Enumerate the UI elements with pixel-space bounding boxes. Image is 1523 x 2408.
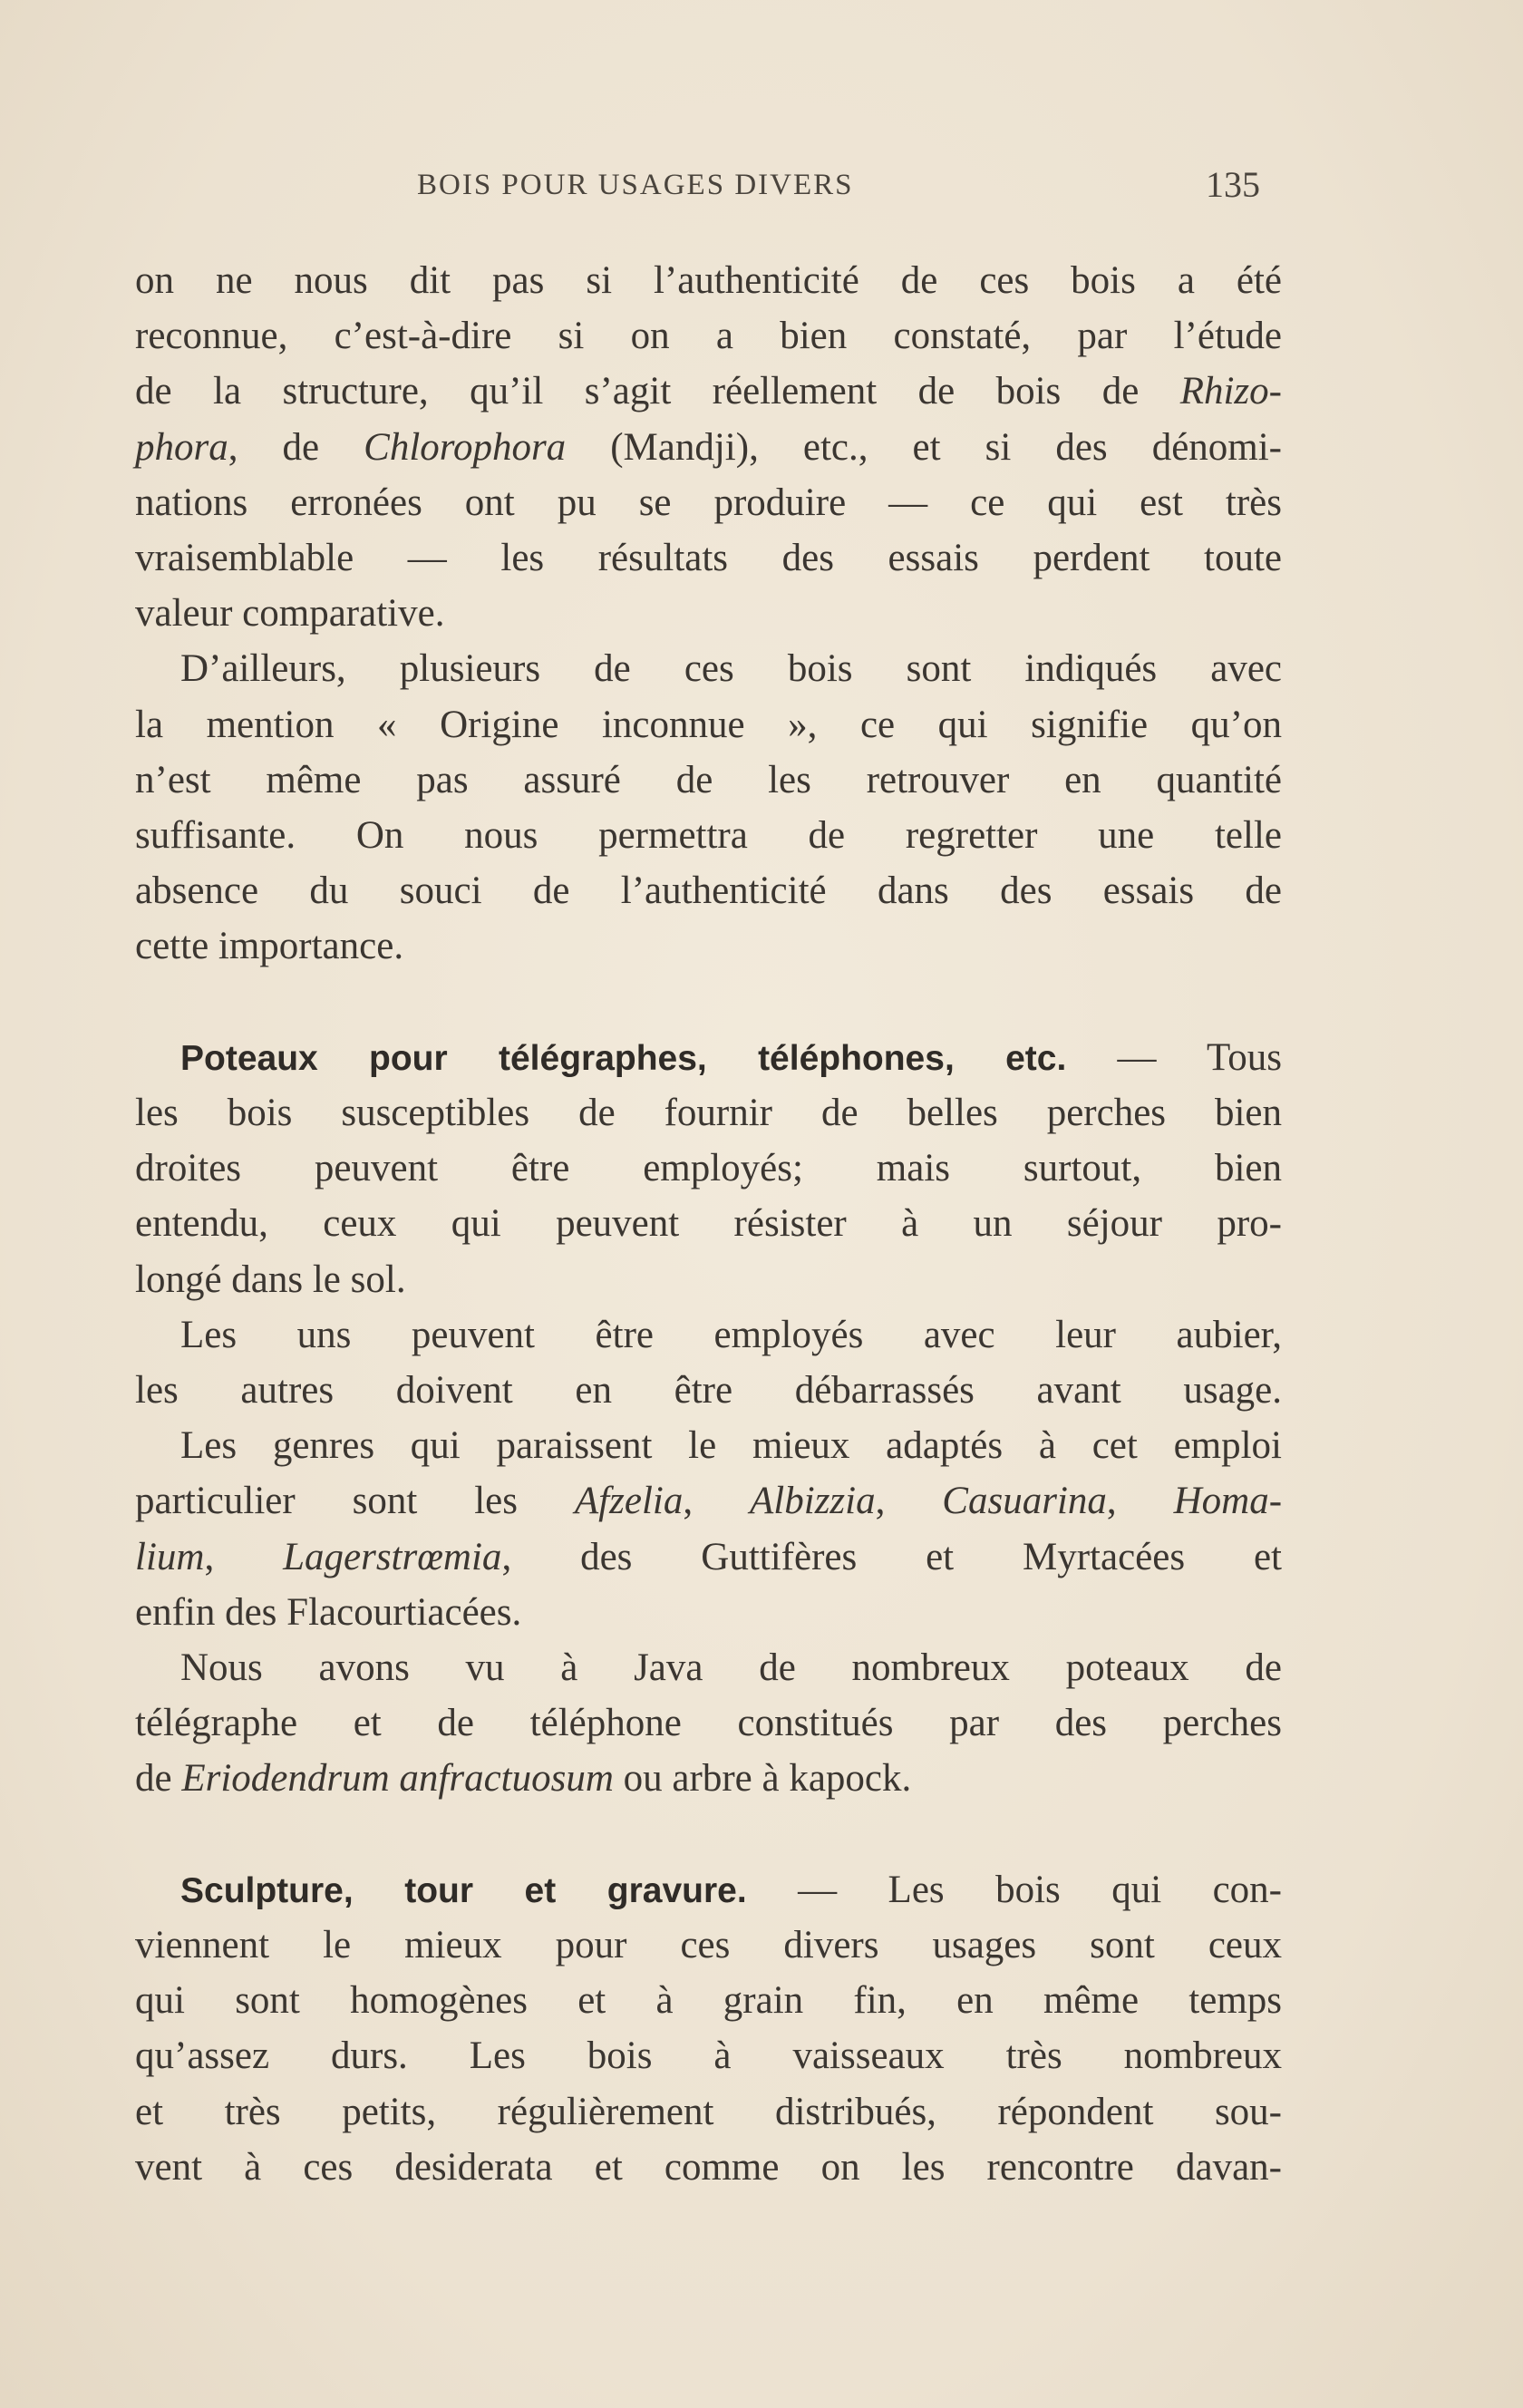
text-line — [135, 1479, 1282, 1524]
text-line — [135, 1313, 1282, 1358]
text-run: , — [875, 1480, 943, 1522]
italic-term: phora — [135, 426, 228, 469]
text-line — [135, 1257, 1282, 1303]
text-run: , des Guttifères et Myrtacées et — [501, 1536, 1282, 1578]
section-heading-line — [135, 1035, 1282, 1082]
text-line — [135, 813, 1282, 859]
text-line — [135, 869, 1282, 914]
text-run: les bois susceptibles de fournir de belles perches bien — [135, 1092, 1282, 1134]
text-run: on ne nous dit pas si l’authenticité de ces bois a été — [135, 259, 1282, 302]
text-run: n’est même pas assuré de les retrouver en quantité — [135, 759, 1282, 801]
page-number: 135 — [1206, 164, 1260, 205]
text-run: qu’assez durs. Les bois à vaisseaux très nombreux — [135, 2034, 1282, 2077]
text-run: reconnue, c’est-à-dire si on a bien constaté, par l’étude — [135, 315, 1282, 357]
text-line — [135, 2145, 1282, 2190]
text-line — [135, 1146, 1282, 1191]
text-line — [135, 2090, 1282, 2135]
text-line — [135, 703, 1282, 748]
text-line — [135, 425, 1282, 471]
text-run: cette importance. — [135, 925, 404, 967]
text-run: , — [1106, 1480, 1174, 1522]
text-line — [135, 1201, 1282, 1247]
text-line — [135, 1423, 1282, 1469]
text-run: les autres doivent en être débarrassés avant usage. — [135, 1369, 1282, 1412]
text-line — [135, 646, 1282, 692]
text-run: absence du souci de l’authenticité dans des essais de — [135, 869, 1282, 912]
text-line — [135, 1923, 1282, 1968]
italic-term: Afzelia — [574, 1480, 684, 1522]
text-run: longé dans le sol. — [135, 1258, 406, 1301]
text-run: — Tous — [1066, 1036, 1282, 1079]
text-line — [135, 924, 1282, 969]
text-run: valeur comparative. — [135, 592, 445, 635]
text-run: , de — [228, 426, 364, 469]
text-line — [135, 481, 1282, 526]
text-run: Nous avons vu à Java de nombreux poteaux de — [180, 1646, 1282, 1689]
text-run: et très petits, régulièrement distribués, répondent sou- — [135, 2091, 1282, 2133]
text-run: vraisemblable — les résultats des essais perdent toute — [135, 537, 1282, 579]
text-line — [135, 1756, 1282, 1801]
text-line — [135, 1368, 1282, 1413]
text-line — [135, 1646, 1282, 1691]
italic-term: Eriodendrum anfractuosum — [181, 1757, 614, 1800]
text-run: droites peuvent être employés; mais surtout, bien — [135, 1147, 1282, 1189]
text-run: D’ailleurs, plusieurs de ces bois sont indiqués avec — [180, 647, 1282, 690]
text-run: ou arbre à kapock. — [613, 1757, 912, 1800]
text-line — [135, 758, 1282, 803]
text-run: viennent le mieux pour ces divers usages sont ceux — [135, 1924, 1282, 1966]
text-line — [135, 314, 1282, 359]
italic-term: Albizzia — [750, 1480, 876, 1522]
text-line — [135, 536, 1282, 581]
text-run: Les uns peuvent être employés avec leur aubier, — [180, 1314, 1282, 1356]
text-run: vent à ces desiderata et comme on les rencontre davan- — [135, 2146, 1282, 2189]
text-line — [135, 1590, 1282, 1636]
text-line — [135, 1701, 1282, 1746]
text-run: (Mandji), etc., et si des dénomi- — [566, 426, 1282, 469]
text-line — [135, 591, 1282, 636]
text-line — [135, 369, 1282, 414]
text-run: enfin des Flacourtiacées. — [135, 1591, 522, 1634]
text-run: la mention « Origine inconnue », ce qui signifie qu’on — [135, 704, 1282, 746]
text-run: Les genres qui paraissent le mieux adaptés à cet emploi — [180, 1424, 1282, 1467]
text-run: qui sont homogènes et à grain fin, en même temps — [135, 1979, 1282, 2022]
text-run: particulier sont les — [135, 1480, 575, 1522]
text-run: suffisante. On nous permettra de regretter une telle — [135, 814, 1282, 857]
text-run: de la structure, qu’il s’agit réellement de bois de — [135, 370, 1180, 413]
text-run: nations erronées ont pu se produire — ce qui est très — [135, 481, 1282, 524]
italic-term: lium — [135, 1536, 205, 1578]
text-line — [135, 1978, 1282, 2024]
italic-term: Lagerstrœmia — [283, 1536, 502, 1578]
italic-term: Chlorophora — [364, 426, 567, 469]
text-run: télégraphe et de téléphone constitués par des perches — [135, 1702, 1282, 1744]
section-title: Sculpture, tour et gravure. — [180, 1871, 747, 1910]
section-heading-line — [135, 1868, 1282, 1914]
text-line — [135, 258, 1282, 304]
text-run: , — [204, 1536, 284, 1578]
text-run: — Les bois qui con- — [746, 1869, 1282, 1911]
running-head: BOIS POUR USAGES DIVERS — [417, 169, 854, 201]
text-line — [135, 1091, 1282, 1136]
italic-term: Casuarina — [942, 1480, 1107, 1522]
italic-term: Rhizo- — [1179, 370, 1282, 413]
text-line — [135, 1535, 1282, 1580]
section-title: Poteaux pour télégraphes, téléphones, etc. — [180, 1039, 1067, 1078]
text-line — [135, 2034, 1282, 2079]
italic-term: Homa- — [1173, 1480, 1283, 1522]
text-run: , — [683, 1480, 751, 1522]
text-run: entendu, ceux qui peuvent résister à un séjour pro- — [135, 1202, 1282, 1245]
text-run: de — [135, 1757, 182, 1800]
